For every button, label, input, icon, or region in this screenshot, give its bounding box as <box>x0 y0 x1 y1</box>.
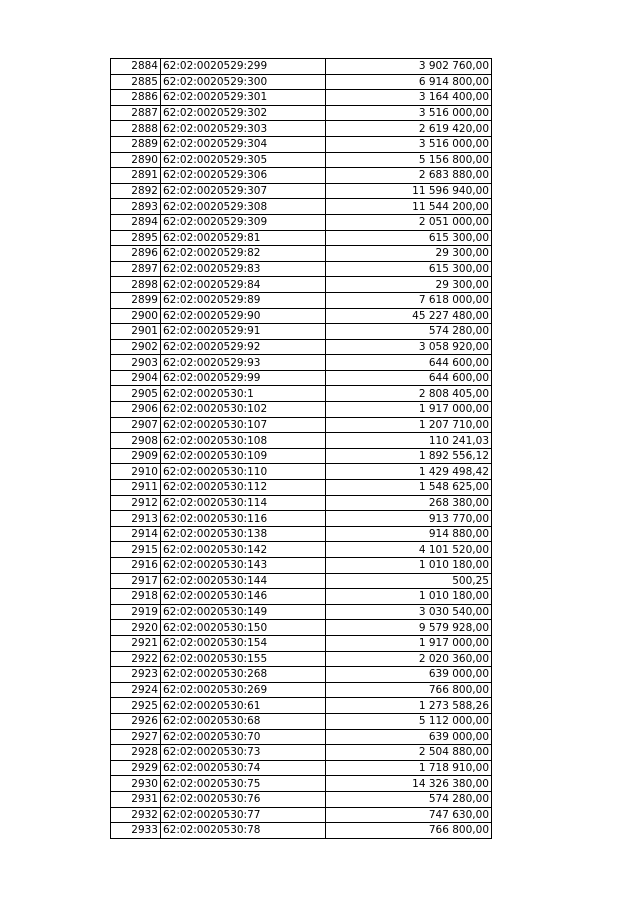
cadastral-value-cell: 11 596 940,00 <box>326 183 492 199</box>
table-row <box>111 277 492 293</box>
cadastral-number-cell: 62:02:0020530:142 <box>161 542 326 558</box>
cadastral-number-cell: 62:02:0020530:78 <box>161 823 326 839</box>
cadastral-number-cell: 62:02:0020530:75 <box>161 776 326 792</box>
table-row <box>111 776 492 792</box>
cadastral-value-cell: 2 808 405,00 <box>326 386 492 402</box>
row-number-cell: 2901 <box>111 324 161 340</box>
cadastral-value-cell: 110 241,03 <box>326 433 492 449</box>
cadastral-value-cell: 3 058 920,00 <box>326 339 492 355</box>
table-row <box>111 698 492 714</box>
cadastral-number-cell: 62:02:0020530:144 <box>161 573 326 589</box>
row-number-cell: 2907 <box>111 417 161 433</box>
table-row <box>111 651 492 667</box>
cadastral-number-cell: 62:02:0020529:302 <box>161 105 326 121</box>
table-row <box>111 355 492 371</box>
table-row <box>111 448 492 464</box>
cadastral-value-cell: 2 504 880,00 <box>326 745 492 761</box>
row-number-cell: 2913 <box>111 511 161 527</box>
cadastral-value-cell: 1 429 498,42 <box>326 464 492 480</box>
table-row <box>111 495 492 511</box>
cadastral-value-cell: 1 273 588,26 <box>326 698 492 714</box>
row-number-cell: 2931 <box>111 791 161 807</box>
row-number-cell: 2916 <box>111 558 161 574</box>
table-body <box>111 59 492 839</box>
cadastral-value-cell: 5 156 800,00 <box>326 152 492 168</box>
cadastral-number-cell: 62:02:0020529:300 <box>161 74 326 90</box>
cadastral-number-cell: 62:02:0020529:308 <box>161 199 326 215</box>
table-row <box>111 402 492 418</box>
cadastral-number-cell: 62:02:0020530:143 <box>161 558 326 574</box>
table-row <box>111 152 492 168</box>
row-number-cell: 2885 <box>111 74 161 90</box>
table-row <box>111 480 492 496</box>
cadastral-number-cell: 62:02:0020529:84 <box>161 277 326 293</box>
cadastral-value-cell: 2 020 360,00 <box>326 651 492 667</box>
cadastral-number-cell: 62:02:0020529:93 <box>161 355 326 371</box>
row-number-cell: 2892 <box>111 183 161 199</box>
cadastral-number-cell: 62:02:0020530:73 <box>161 745 326 761</box>
cadastral-number-cell: 62:02:0020529:306 <box>161 168 326 184</box>
table-row <box>111 386 492 402</box>
cadastral-number-cell: 62:02:0020530:110 <box>161 464 326 480</box>
table-row <box>111 667 492 683</box>
row-number-cell: 2908 <box>111 433 161 449</box>
row-number-cell: 2923 <box>111 667 161 683</box>
cadastral-value-cell: 9 579 928,00 <box>326 620 492 636</box>
cadastral-number-cell: 62:02:0020530:109 <box>161 448 326 464</box>
table-row <box>111 745 492 761</box>
cadastral-value-cell: 29 300,00 <box>326 246 492 262</box>
cadastral-value-cell: 913 770,00 <box>326 511 492 527</box>
row-number-cell: 2933 <box>111 823 161 839</box>
row-number-cell: 2898 <box>111 277 161 293</box>
cadastral-value-cell: 500,25 <box>326 573 492 589</box>
table-row <box>111 433 492 449</box>
table-row <box>111 59 492 75</box>
table-row <box>111 635 492 651</box>
cadastral-value-cell: 574 280,00 <box>326 791 492 807</box>
table-row <box>111 246 492 262</box>
table-row <box>111 823 492 839</box>
row-number-cell: 2921 <box>111 635 161 651</box>
cadastral-value-cell: 644 600,00 <box>326 370 492 386</box>
cadastral-value-cell: 766 800,00 <box>326 682 492 698</box>
table-row <box>111 620 492 636</box>
cadastral-value-cell: 2 683 880,00 <box>326 168 492 184</box>
cadastral-value-cell: 1 010 180,00 <box>326 589 492 605</box>
row-number-cell: 2897 <box>111 261 161 277</box>
cadastral-number-cell: 62:02:0020530:138 <box>161 526 326 542</box>
table-row <box>111 604 492 620</box>
cadastral-value-cell: 2 051 000,00 <box>326 214 492 230</box>
cadastral-value-cell: 914 880,00 <box>326 526 492 542</box>
row-number-cell: 2886 <box>111 90 161 106</box>
cadastral-value-cell: 1 892 556,12 <box>326 448 492 464</box>
row-number-cell: 2911 <box>111 480 161 496</box>
row-number-cell: 2902 <box>111 339 161 355</box>
cadastral-value-cell: 615 300,00 <box>326 261 492 277</box>
cadastral-value-cell: 644 600,00 <box>326 355 492 371</box>
cadastral-number-cell: 62:02:0020530:1 <box>161 386 326 402</box>
cadastral-number-cell: 62:02:0020530:116 <box>161 511 326 527</box>
cadastral-number-cell: 62:02:0020529:309 <box>161 214 326 230</box>
cadastral-value-cell: 1 207 710,00 <box>326 417 492 433</box>
row-number-cell: 2917 <box>111 573 161 589</box>
cadastral-value-cell: 45 227 480,00 <box>326 308 492 324</box>
cadastral-value-cell: 3 902 760,00 <box>326 59 492 75</box>
cadastral-number-cell: 62:02:0020530:70 <box>161 729 326 745</box>
table-row <box>111 199 492 215</box>
cadastral-number-cell: 62:02:0020530:76 <box>161 791 326 807</box>
cadastral-value-cell: 2 619 420,00 <box>326 121 492 137</box>
table-row <box>111 121 492 137</box>
row-number-cell: 2884 <box>111 59 161 75</box>
cadastral-number-cell: 62:02:0020530:149 <box>161 604 326 620</box>
table-row <box>111 464 492 480</box>
table-row <box>111 90 492 106</box>
table-row <box>111 589 492 605</box>
row-number-cell: 2888 <box>111 121 161 137</box>
row-number-cell: 2893 <box>111 199 161 215</box>
cadastral-number-cell: 62:02:0020529:307 <box>161 183 326 199</box>
cadastral-number-cell: 62:02:0020530:269 <box>161 682 326 698</box>
cadastral-value-cell: 268 380,00 <box>326 495 492 511</box>
row-number-cell: 2894 <box>111 214 161 230</box>
row-number-cell: 2905 <box>111 386 161 402</box>
table-row <box>111 214 492 230</box>
row-number-cell: 2904 <box>111 370 161 386</box>
table-row <box>111 339 492 355</box>
row-number-cell: 2909 <box>111 448 161 464</box>
row-number-cell: 2918 <box>111 589 161 605</box>
row-number-cell: 2915 <box>111 542 161 558</box>
table-row <box>111 183 492 199</box>
cadastral-number-cell: 62:02:0020529:81 <box>161 230 326 246</box>
cadastral-number-cell: 62:02:0020530:154 <box>161 635 326 651</box>
cadastral-value-cell: 29 300,00 <box>326 277 492 293</box>
table-row <box>111 558 492 574</box>
cadastral-number-cell: 62:02:0020529:82 <box>161 246 326 262</box>
row-number-cell: 2922 <box>111 651 161 667</box>
cadastral-number-cell: 62:02:0020529:89 <box>161 292 326 308</box>
cadastral-value-cell: 1 917 000,00 <box>326 402 492 418</box>
cadastral-number-cell: 62:02:0020529:303 <box>161 121 326 137</box>
row-number-cell: 2889 <box>111 136 161 152</box>
cadastral-number-cell: 62:02:0020530:61 <box>161 698 326 714</box>
cadastral-value-cell: 4 101 520,00 <box>326 542 492 558</box>
cadastral-value-cell: 1 718 910,00 <box>326 760 492 776</box>
row-number-cell: 2926 <box>111 713 161 729</box>
row-number-cell: 2930 <box>111 776 161 792</box>
cadastral-number-cell: 62:02:0020530:102 <box>161 402 326 418</box>
table-row <box>111 573 492 589</box>
row-number-cell: 2932 <box>111 807 161 823</box>
cadastral-number-cell: 62:02:0020530:268 <box>161 667 326 683</box>
table-row <box>111 417 492 433</box>
cadastral-number-cell: 62:02:0020529:90 <box>161 308 326 324</box>
cadastral-value-cell: 11 544 200,00 <box>326 199 492 215</box>
table-row <box>111 526 492 542</box>
cadastral-value-table <box>110 58 492 839</box>
cadastral-number-cell: 62:02:0020529:304 <box>161 136 326 152</box>
cadastral-number-cell: 62:02:0020530:150 <box>161 620 326 636</box>
cadastral-value-cell: 615 300,00 <box>326 230 492 246</box>
row-number-cell: 2903 <box>111 355 161 371</box>
cadastral-number-cell: 62:02:0020529:99 <box>161 370 326 386</box>
cadastral-number-cell: 62:02:0020529:91 <box>161 324 326 340</box>
table-row <box>111 292 492 308</box>
cadastral-number-cell: 62:02:0020530:107 <box>161 417 326 433</box>
table-row <box>111 760 492 776</box>
cadastral-number-cell: 62:02:0020530:112 <box>161 480 326 496</box>
cadastral-number-cell: 62:02:0020530:68 <box>161 713 326 729</box>
cadastral-value-cell: 1 548 625,00 <box>326 480 492 496</box>
table-row <box>111 713 492 729</box>
row-number-cell: 2919 <box>111 604 161 620</box>
row-number-cell: 2890 <box>111 152 161 168</box>
row-number-cell: 2887 <box>111 105 161 121</box>
table-row <box>111 230 492 246</box>
table-row <box>111 682 492 698</box>
cadastral-value-cell: 3 516 000,00 <box>326 136 492 152</box>
row-number-cell: 2929 <box>111 760 161 776</box>
cadastral-number-cell: 62:02:0020529:92 <box>161 339 326 355</box>
table-row <box>111 370 492 386</box>
row-number-cell: 2928 <box>111 745 161 761</box>
row-number-cell: 2910 <box>111 464 161 480</box>
cadastral-number-cell: 62:02:0020530:108 <box>161 433 326 449</box>
table-row <box>111 511 492 527</box>
row-number-cell: 2891 <box>111 168 161 184</box>
cadastral-number-cell: 62:02:0020530:146 <box>161 589 326 605</box>
cadastral-value-cell: 6 914 800,00 <box>326 74 492 90</box>
row-number-cell: 2914 <box>111 526 161 542</box>
table-row <box>111 308 492 324</box>
table-row <box>111 74 492 90</box>
cadastral-value-cell: 14 326 380,00 <box>326 776 492 792</box>
cadastral-value-cell: 1 010 180,00 <box>326 558 492 574</box>
table-row <box>111 261 492 277</box>
cadastral-value-cell: 1 917 000,00 <box>326 635 492 651</box>
row-number-cell: 2927 <box>111 729 161 745</box>
row-number-cell: 2924 <box>111 682 161 698</box>
row-number-cell: 2920 <box>111 620 161 636</box>
cadastral-value-cell: 7 618 000,00 <box>326 292 492 308</box>
table-row <box>111 168 492 184</box>
cadastral-value-cell: 574 280,00 <box>326 324 492 340</box>
table-row <box>111 791 492 807</box>
cadastral-number-cell: 62:02:0020529:301 <box>161 90 326 106</box>
table-row <box>111 136 492 152</box>
cadastral-number-cell: 62:02:0020529:83 <box>161 261 326 277</box>
row-number-cell: 2906 <box>111 402 161 418</box>
cadastral-number-cell: 62:02:0020530:74 <box>161 760 326 776</box>
cadastral-number-cell: 62:02:0020530:114 <box>161 495 326 511</box>
row-number-cell: 2912 <box>111 495 161 511</box>
cadastral-number-cell: 62:02:0020530:155 <box>161 651 326 667</box>
cadastral-number-cell: 62:02:0020530:77 <box>161 807 326 823</box>
cadastral-number-cell: 62:02:0020529:299 <box>161 59 326 75</box>
cadastral-value-cell: 5 112 000,00 <box>326 713 492 729</box>
cadastral-number-cell: 62:02:0020529:305 <box>161 152 326 168</box>
row-number-cell: 2899 <box>111 292 161 308</box>
row-number-cell: 2896 <box>111 246 161 262</box>
table-row <box>111 542 492 558</box>
cadastral-value-cell: 3 030 540,00 <box>326 604 492 620</box>
cadastral-value-cell: 747 630,00 <box>326 807 492 823</box>
cadastral-value-cell: 639 000,00 <box>326 729 492 745</box>
row-number-cell: 2900 <box>111 308 161 324</box>
cadastral-value-cell: 3 164 400,00 <box>326 90 492 106</box>
table-row <box>111 729 492 745</box>
cadastral-value-cell: 766 800,00 <box>326 823 492 839</box>
table-row <box>111 105 492 121</box>
cadastral-value-cell: 639 000,00 <box>326 667 492 683</box>
table-row <box>111 324 492 340</box>
row-number-cell: 2895 <box>111 230 161 246</box>
table-row <box>111 807 492 823</box>
row-number-cell: 2925 <box>111 698 161 714</box>
cadastral-value-cell: 3 516 000,00 <box>326 105 492 121</box>
